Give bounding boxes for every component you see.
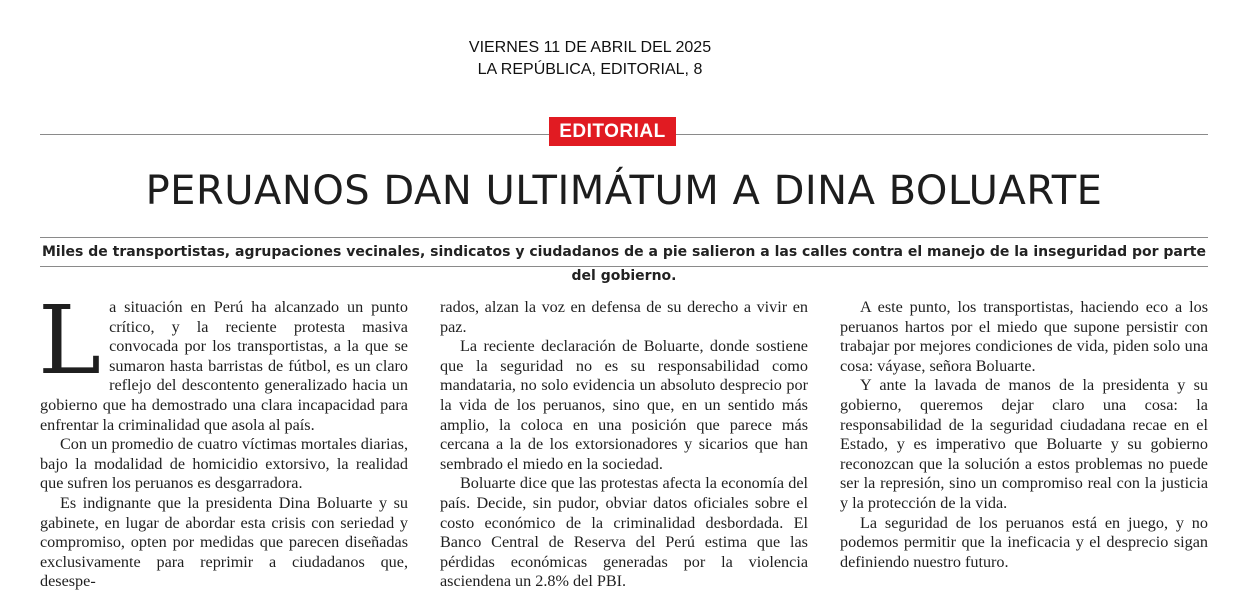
article-column-1 bbox=[38, 286, 408, 592]
article-column-2 bbox=[440, 298, 808, 592]
paragraph-text: a situación en Perú ha alcanzado un punto crítico, y la reciente protesta masiva convocada por los transportistas, a la que se sumaron hasta barristas de fútbol, es un claro reflejo del descontento generalizado hacia un gobierno que ha demostrado una clara incapacidad para enfrentar la criminalidad que asola al país. bbox=[40, 298, 408, 434]
source-line: LA REPÚBLICA, EDITORIAL, 8 bbox=[477, 61, 703, 78]
dateline: VIERNES 11 DE ABRIL DEL 2025 bbox=[468, 39, 712, 56]
drop-cap: L bbox=[38, 286, 102, 396]
deck-bottom-divider bbox=[40, 266, 1208, 267]
section-tag: EDITORIAL bbox=[549, 117, 676, 146]
paragraph: La seguridad de los peruanos está en juego, y no podemos permitir que la ineficacia y el desprecio sigan definiendo nuestro futuro. bbox=[840, 513, 1208, 571]
paragraph: A este punto, los transportistas, haciendo eco a los peruanos hartos por el miedo que supone persistir con trabajar por mejores condiciones de vida, piden solo una cosa: váyase, señora Boluarte. bbox=[840, 298, 1208, 375]
paragraph bbox=[38, 286, 408, 435]
paragraph: Y ante la lavada de manos de la presidenta y su gobierno, queremos dejar claro una cosa: la responsabilidad de la seguridad ciudadana recae en el Estado, y es imperativo que Boluarte y su gobierno reconozcan que la solución a estos problemas no puede ser la represión, sino un compromiso real con la justicia y la protección de la vida. bbox=[840, 376, 1208, 512]
headline: PERUANOS DAN ULTIMÁTUM A DINA BOLUARTE bbox=[145, 168, 1103, 214]
deck-top-divider bbox=[40, 237, 1208, 238]
paragraph: rados, alzan la voz en defensa de su derecho a vivir en paz. bbox=[440, 298, 808, 336]
deck: Miles de transportistas, agrupaciones vecinales, sindicatos y ciudadanos de a pie salieron a las calles contra el manejo de la inseguridad por parte del gobierno. bbox=[42, 244, 1206, 284]
paragraph: Con un promedio de cuatro víctimas mortales diarias, bajo la modalidad de homicidio extorsivo, la realidad que sufren los peruanos es desgarradora. bbox=[40, 435, 408, 493]
article-column-3 bbox=[840, 298, 1208, 572]
paragraph: Boluarte dice que las protestas afecta la economía del país. Decide, sin pudor, obviar datos oficiales sobre el costo económico de la criminalidad desbordada. El Banco Central de Reserva del Perú estima que las pérdidas económicas generadas por la violencia asciendena un 2.8% del PBI. bbox=[440, 474, 808, 591]
paragraph: La reciente declaración de Boluarte, donde sostiene que la seguridad no es su responsabilidad como mandataria, no solo evidencia un absoluto desprecio por la vida de los peruanos, sino que, en un sentido más amplio, la coloca en una posición que parece más cercana a la de los extorsionadores y sicarios que han sembrado el miedo en la sociedad. bbox=[440, 337, 808, 473]
paragraph: Es indignante que la presidenta Dina Boluarte y su gabinete, en lugar de abordar esta crisis con seriedad y compromiso, opten por medidas que parecen diseñadas exclusivamente para reprimir a ciudadanos que, desespe- bbox=[40, 493, 408, 591]
